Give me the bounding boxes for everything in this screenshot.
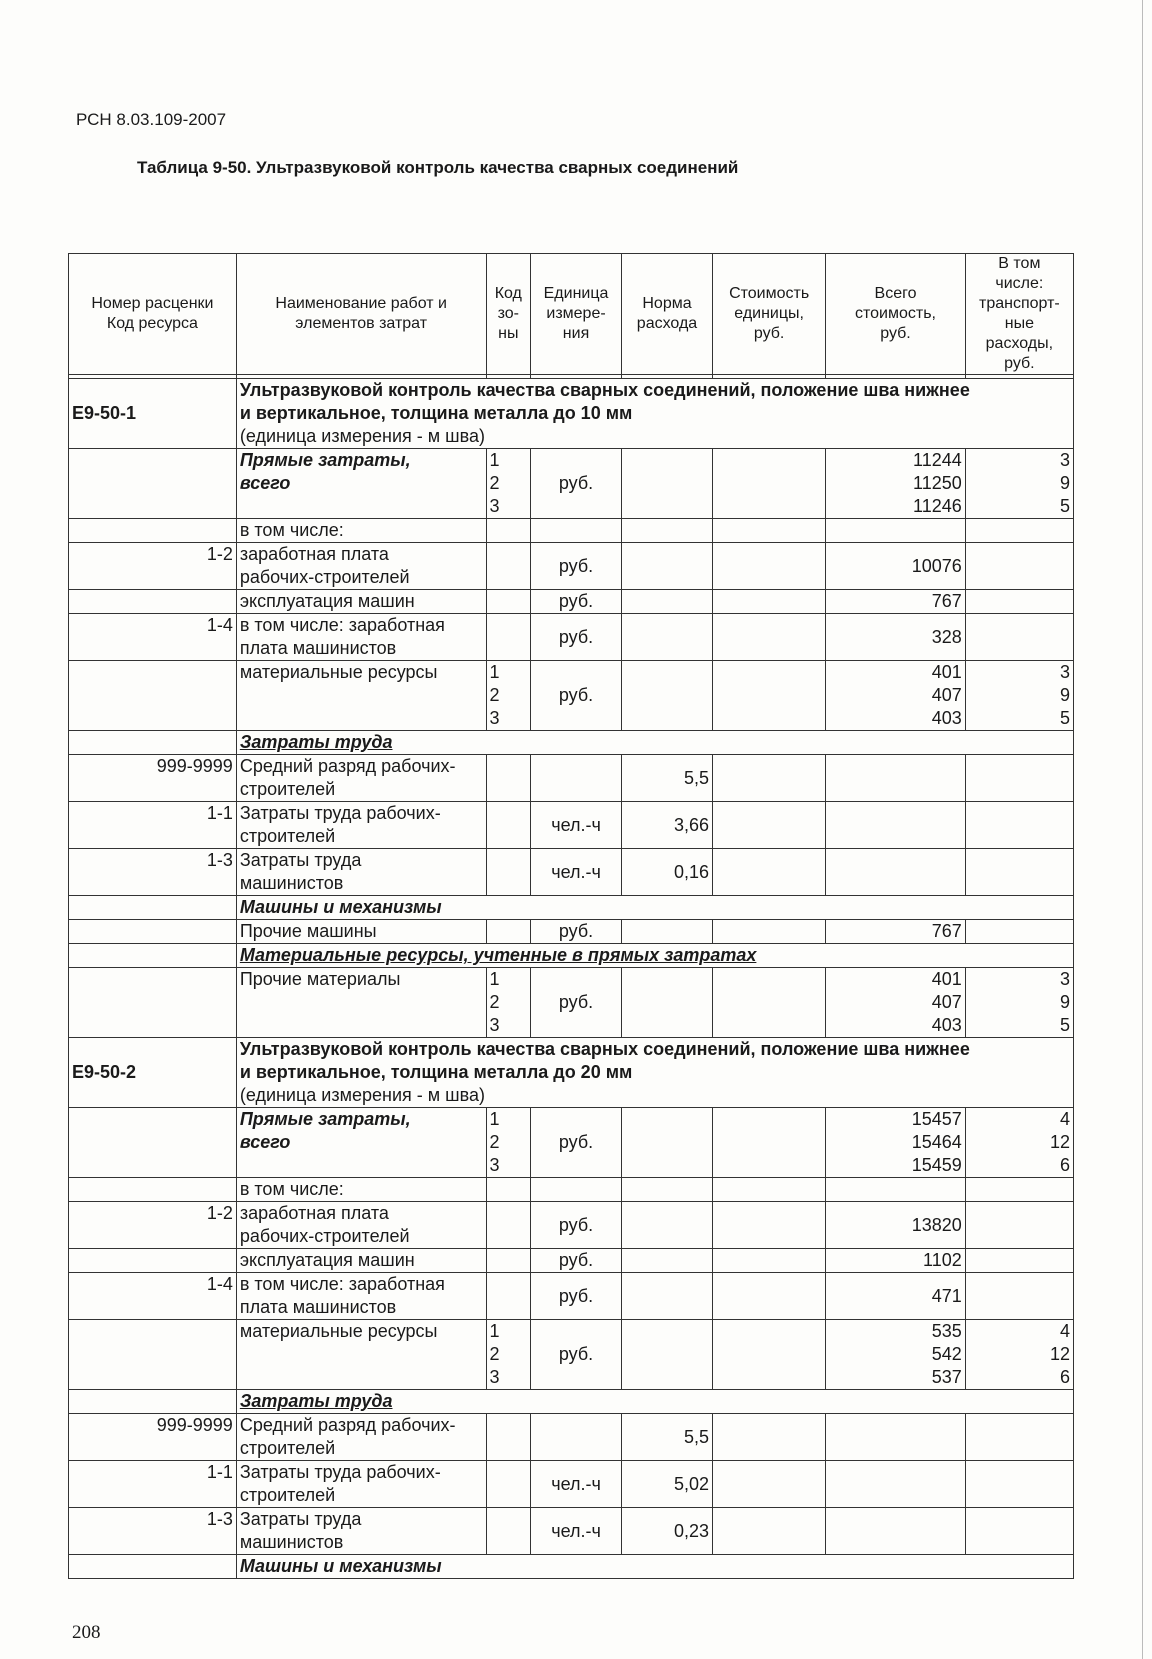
- col-header-norm: Норма расхода: [622, 254, 713, 375]
- machines-row: эксплуатация машин руб. 1102: [69, 1249, 1074, 1273]
- direct-costs-row: Прямые затраты, всего 1 2 3 руб. 15457 15464 15459 4 12 6: [69, 1108, 1074, 1178]
- machines-section-row: Машины и механизмы: [69, 1555, 1074, 1579]
- direct-costs-label: Прямые затраты, всего: [236, 449, 486, 519]
- including-row: в том числе:: [69, 519, 1074, 543]
- drivers-row: 1-4 в том числе: заработная плата машинистов руб. 471: [69, 1273, 1074, 1320]
- including-row: в том числе:: [69, 1178, 1074, 1202]
- col-header-price: Стоимость единицы, руб.: [713, 254, 826, 375]
- wage-row: 1-2 заработная плата рабочих-строителей руб. 13820: [69, 1202, 1074, 1249]
- col-header-name: Наименование работ и элементов затрат: [236, 254, 486, 375]
- wage-row: 1-2 заработная плата рабочих-строителей руб. 10076: [69, 543, 1074, 590]
- rate-code: Е9-50-1: [69, 379, 237, 449]
- rate-title: Ультразвуковой контроль качества сварных соединений, положение шва нижнее и вертикальное, толщина металла до 10 мм (единица измерения - м шва): [236, 379, 1073, 449]
- materials-row: материальные ресурсы 1 2 3 руб. 535 542 537 4 12 6: [69, 1320, 1074, 1390]
- rate-code: Е9-50-2: [69, 1038, 237, 1108]
- norms-table: [68, 253, 1074, 1579]
- drivers-row: 1-4 в том числе: заработная плата машинистов руб. 328: [69, 614, 1074, 661]
- direct-costs-row: Прямые затраты, всего 1 2 3 руб. 11244 11250 11246 3 9 5: [69, 449, 1074, 519]
- table-header-row: [69, 254, 1074, 375]
- machines-section-row: Машины и механизмы: [69, 896, 1074, 920]
- col-header-total: Всего стоимость, руб.: [826, 254, 966, 375]
- rate-title-row: [69, 1038, 1074, 1108]
- labor-row: 999-9999 Средний разряд рабочих- строителей 5,5: [69, 755, 1074, 802]
- labor-row: 1-1 Затраты труда рабочих- строителей чел.-ч 5,02: [69, 1461, 1074, 1508]
- materials-row: материальные ресурсы 1 2 3 руб. 401 407 403 3 9 5: [69, 661, 1074, 731]
- other-materials-row: Прочие материалы 1 2 3 руб. 401 407 403 3 9 5: [69, 968, 1074, 1038]
- other-machines-row: Прочие машины руб. 767: [69, 920, 1074, 944]
- scan-edge-line: [1142, 0, 1143, 1659]
- labor-section-row: Затраты труда: [69, 731, 1074, 755]
- col-header-zone: Код зо- ны: [486, 254, 530, 375]
- labor-row: 1-3 Затраты труда машинистов чел.-ч 0,23: [69, 1508, 1074, 1555]
- col-header-transport: В том числе: транспорт- ные расходы, руб.: [965, 254, 1073, 375]
- col-header-code: Номер расценки Код ресурса: [69, 254, 237, 375]
- labor-row: 1-3 Затраты труда машинистов чел.-ч 0,16: [69, 849, 1074, 896]
- document-code: РСН 8.03.109-2007: [76, 110, 227, 129]
- labor-row: 1-1 Затраты труда рабочих- строителей чел.-ч 3,66: [69, 802, 1074, 849]
- labor-row: 999-9999 Средний разряд рабочих- строителей 5,5: [69, 1414, 1074, 1461]
- table-title: Таблица 9-50. Ультразвуковой контроль качества сварных соединений: [137, 158, 739, 177]
- materials-section-row: Материальные ресурсы, учтенные в прямых затратах: [69, 944, 1074, 968]
- machines-row: эксплуатация машин руб. 767: [69, 590, 1074, 614]
- rate-title-row: [69, 379, 1074, 449]
- labor-section-row: Затраты труда: [69, 1390, 1074, 1414]
- page-number: 208: [72, 1622, 101, 1643]
- col-header-unit: Единица измере- ния: [531, 254, 622, 375]
- rate-title: Ультразвуковой контроль качества сварных соединений, положение шва нижнее и вертикальное, толщина металла до 20 мм (единица измерения - м шва): [236, 1038, 1073, 1108]
